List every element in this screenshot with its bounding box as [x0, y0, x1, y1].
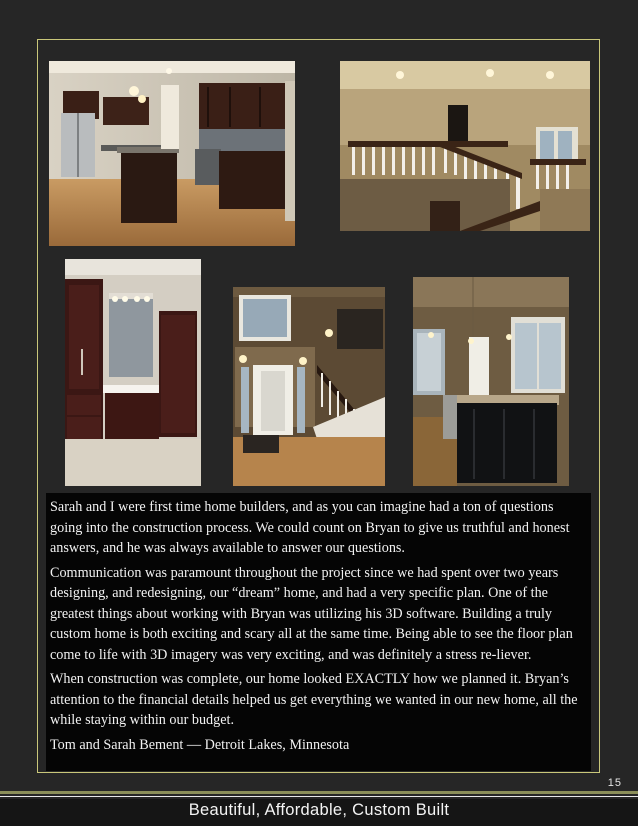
testimonial-paragraph: Communication was paramount throughout the project since we had spent over two years designing, and redesigning, our “dream” home, and had a very specific plan. One of the greatest things about working with Bryan was utilizing his 3D software. Building a truly custom home is both exciting and scary all at the same time. Being able to see the floor plan come to life with 3D imagery was very exciting, and was definitely a stress re-liever.	[50, 564, 573, 663]
kitchen-island-photo	[413, 277, 569, 486]
page-number: 15	[607, 777, 622, 789]
footer-tagline: Beautiful, Affordable, Custom Built	[188, 801, 450, 819]
footer-rule-thin	[0, 796, 638, 797]
testimonial-paragraph: When construction was complete, our home looked EXACTLY how we planned it. Bryan’s attention to the financial details helped us get everything we wanted in our new home, all the while staying within our budget.	[50, 671, 578, 728]
kitchen-photo	[49, 61, 295, 246]
footer-rule-thick	[0, 791, 638, 794]
bathroom-vanity-photo	[65, 259, 201, 486]
loft-railing-photo	[340, 61, 590, 231]
testimonial-signature: Tom and Sarah Bement — Detroit Lakes, Minnesota	[50, 736, 350, 753]
testimonial-text-box	[46, 493, 591, 771]
entry-staircase-photo	[233, 287, 385, 486]
testimonial-paragraph: Sarah and I were first time home builders, and as you can imagine had a ton of questions going into the construction process. We could count on Bryan to give us truthful and honest answers, and he was always available to answer our questions.	[50, 499, 570, 556]
